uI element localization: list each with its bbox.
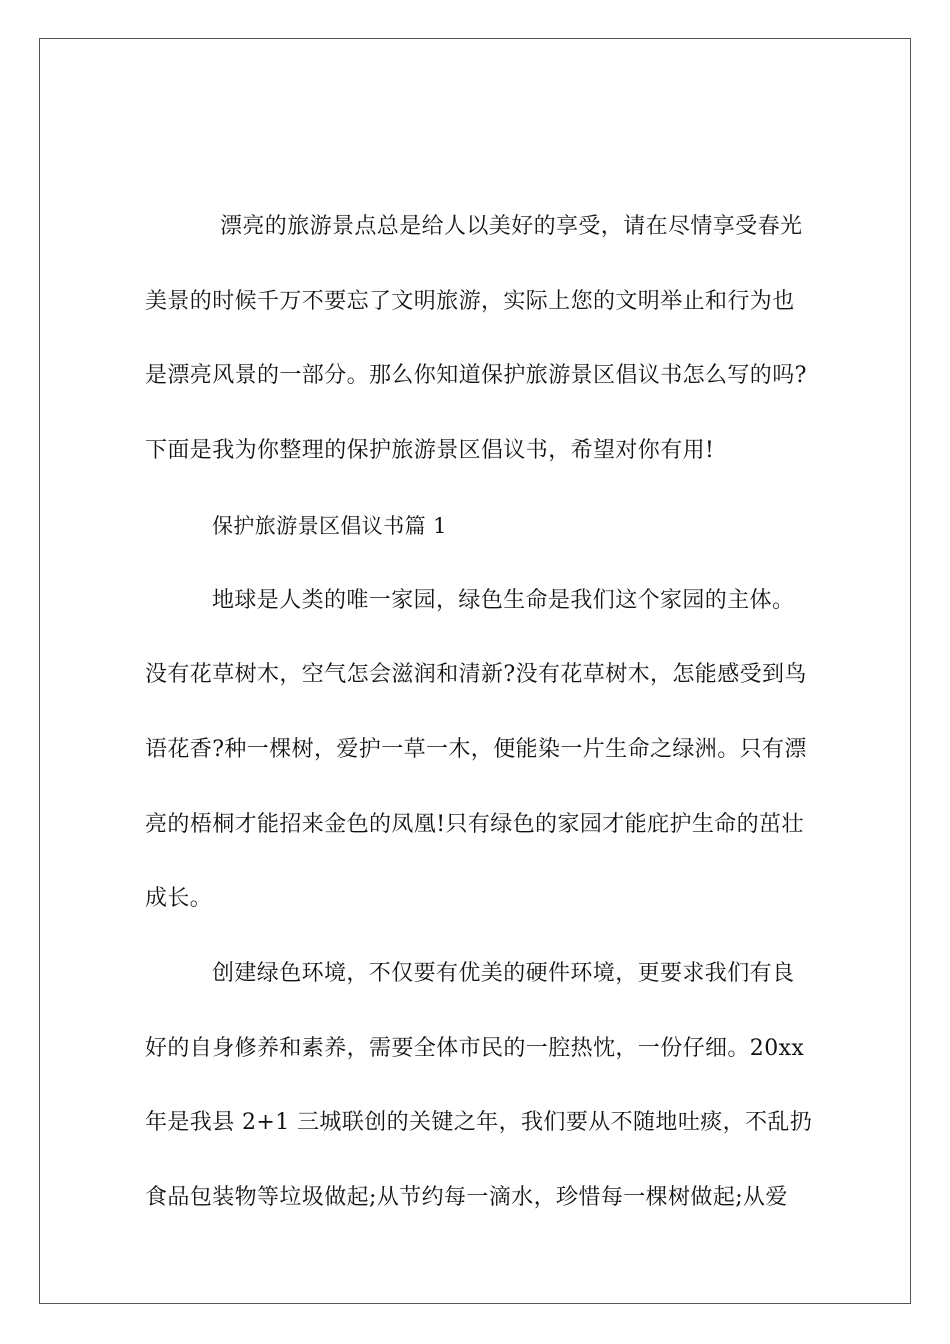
para1-line-3: 语花香?种一棵树，爱护一草一木，便能染一片生命之绿洲。只有漂	[145, 737, 807, 762]
para2-line-4: 食品包装物等垃圾做起;从节约每一滴水，珍惜每一棵树做起;从爱	[145, 1185, 788, 1210]
para1-line-2: 没有花草树木，空气怎会滋润和清新?没有花草树木，怎能感受到鸟	[145, 662, 807, 687]
para1-line-5: 成长。	[145, 886, 213, 911]
para2-line-2: 好的自身修养和素养，需要全体市民的一腔热忱，一份仔细。20xx	[145, 1036, 805, 1061]
para2-line-3: 年是我县 2+1 三城联创的关键之年，我们要从不随地吐痰，不乱扔	[145, 1110, 813, 1135]
intro-line-4: 下面是我为你整理的保护旅游景区倡议书，希望对你有用!	[145, 438, 715, 463]
para2-line-1: 创建绿色环境，不仅要有优美的硬件环境，更要求我们有良	[212, 961, 795, 986]
para1-line-1: 地球是人类的唯一家园，绿色生命是我们这个家园的主体。	[212, 588, 795, 613]
intro-line-3: 是漂亮风景的一部分。那么你知道保护旅游景区倡议书怎么写的吗?	[145, 363, 807, 388]
para1-line-4: 亮的梧桐才能招来金色的凤凰!只有绿色的家园才能庇护生命的茁壮	[145, 812, 804, 837]
section-title: 保护旅游景区倡议书篇 1	[212, 514, 447, 538]
intro-line-2: 美景的时候千万不要忘了文明旅游，实际上您的文明举止和行为也	[145, 289, 795, 314]
intro-line-1: 漂亮的旅游景点总是给人以美好的享受，请在尽情享受春光	[220, 214, 803, 239]
